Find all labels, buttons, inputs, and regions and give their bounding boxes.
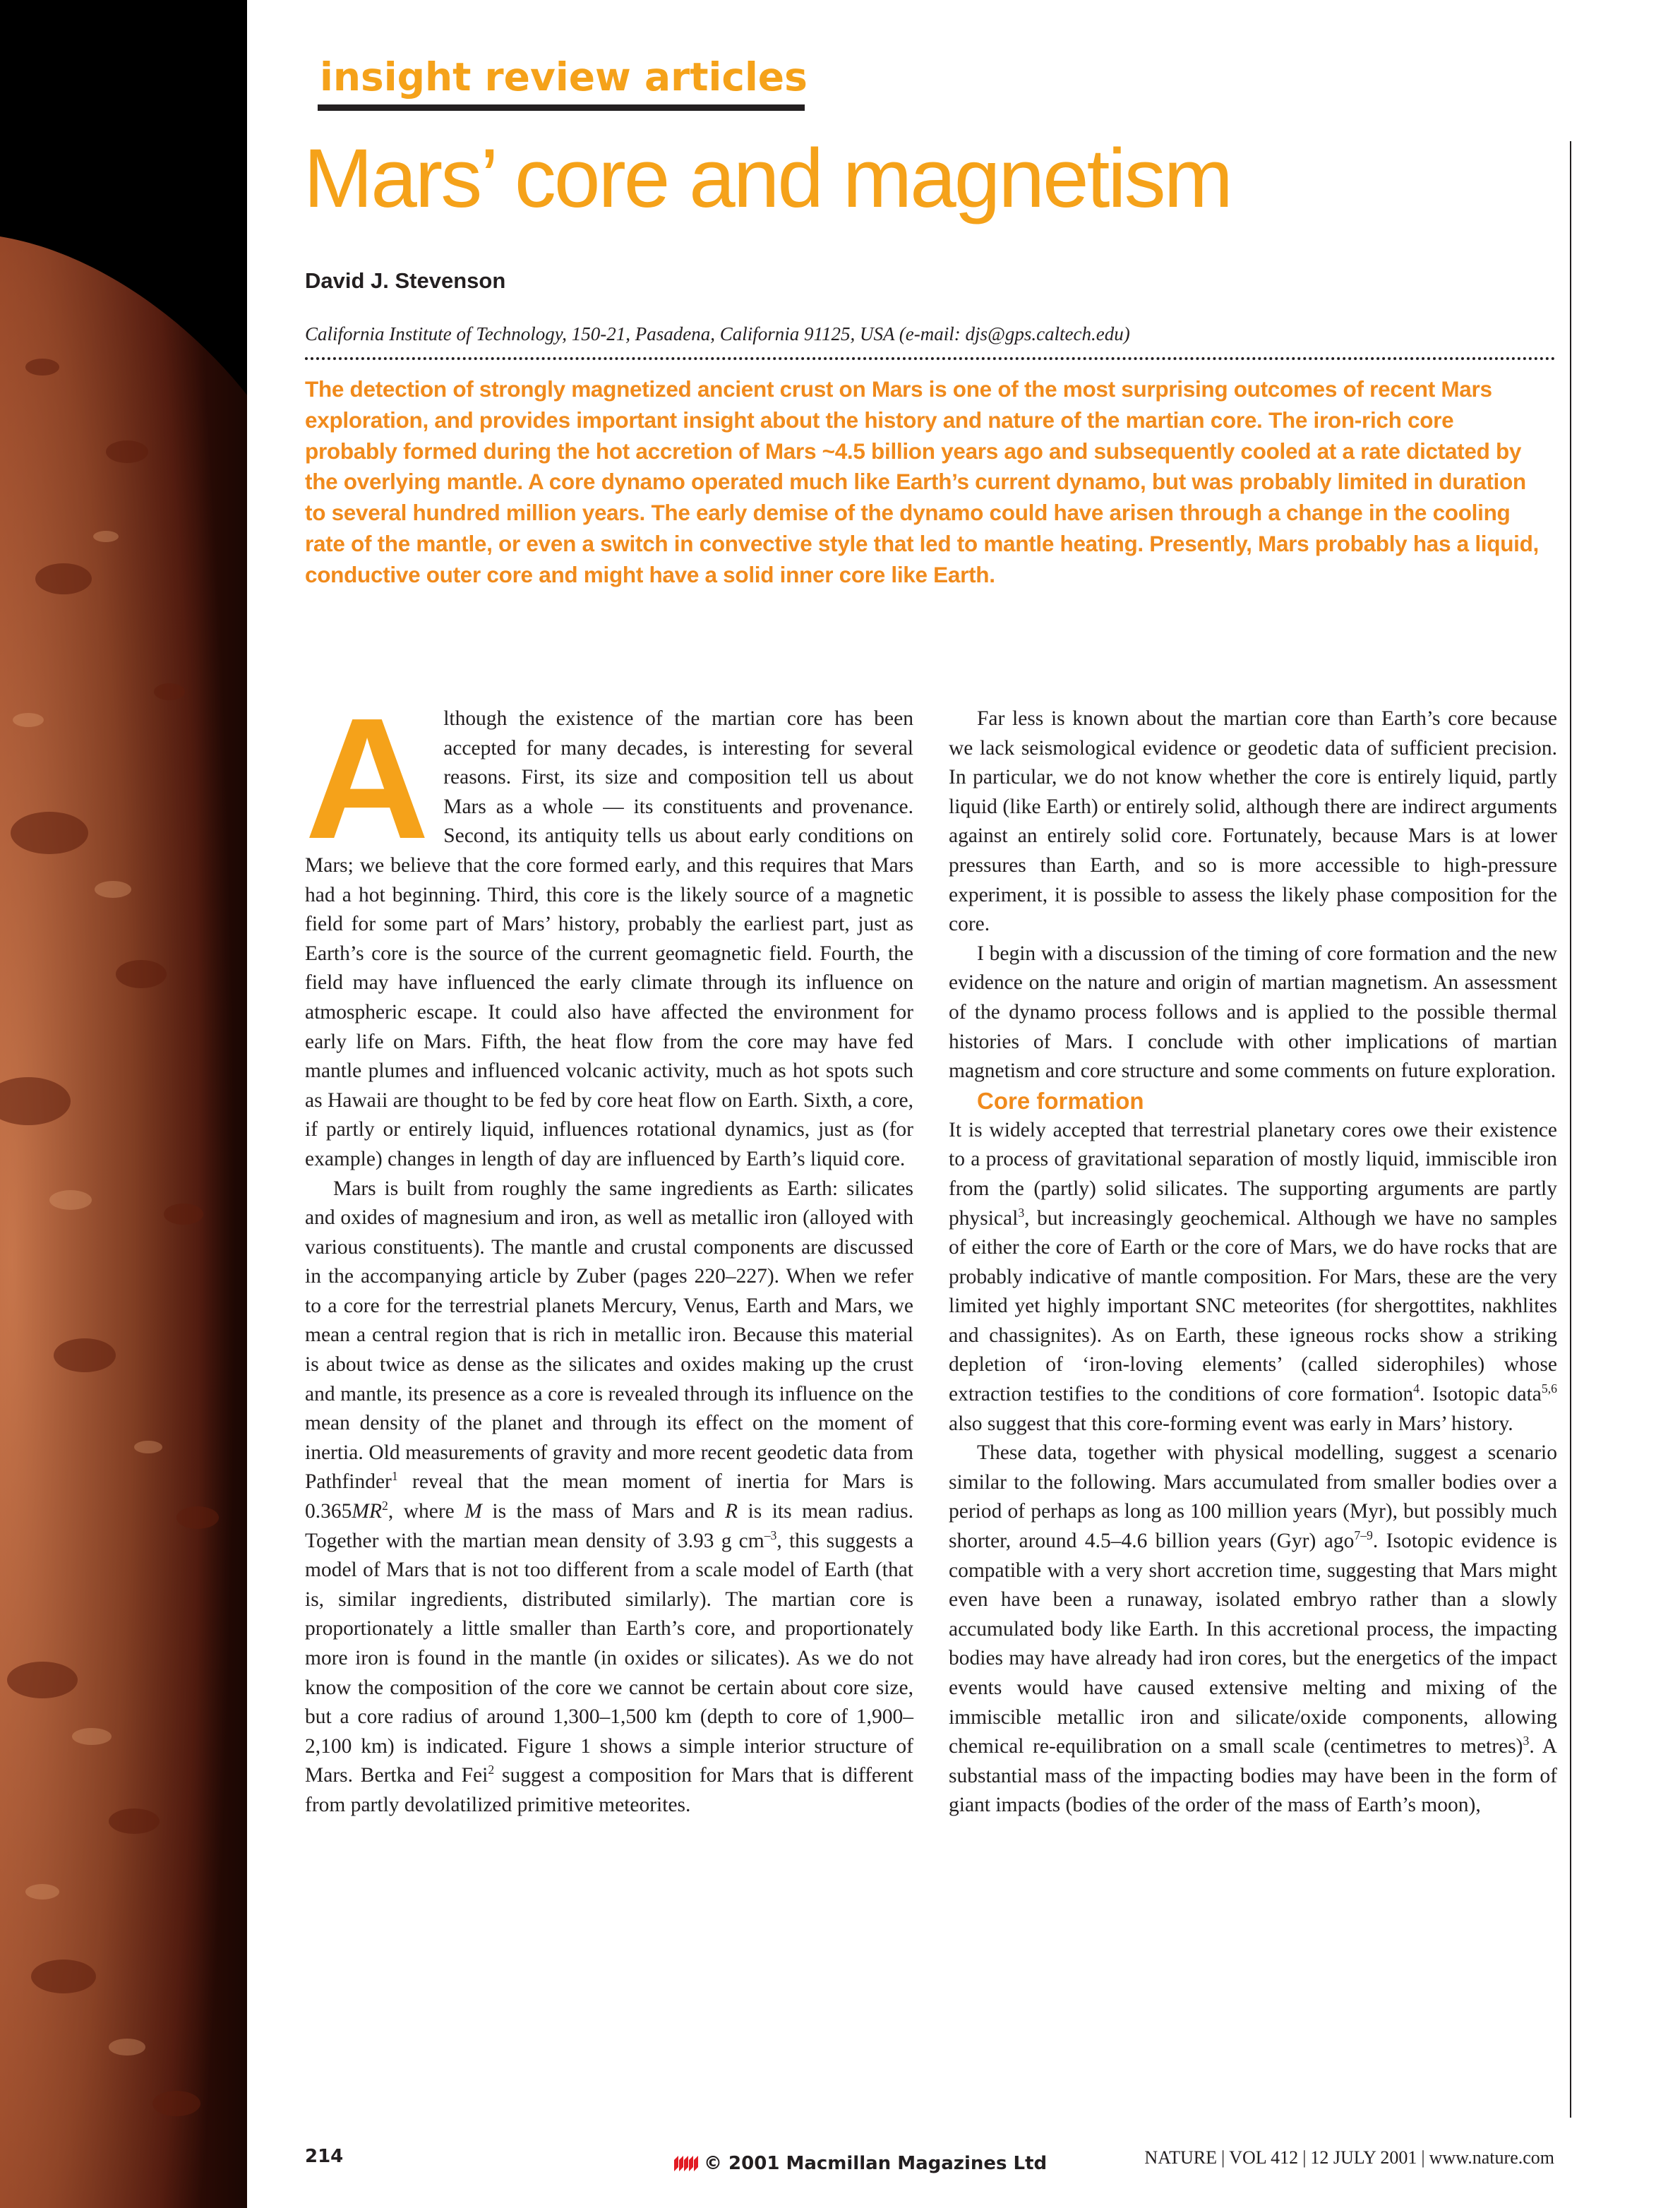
author-affiliation: California Institute of Technology, 150-21, Pasadena, California 91125, USA (e-mail: djs@gps.caltech.edu) — [305, 323, 1130, 344]
text-run: Mars is built from roughly the same ingredients as Earth: silicates and oxides of magnesium and iron, as well as metallic iron (alloyed with various constituents). The mantle and crustal components are discussed in the accompanying article by Zuber (pages 220–227). When we refer to a core for the terrestrial planets Mercury, Venus, Earth and Mars, we mean a central region that is rich in metallic iron. Because this material is about twice as dense as the silicates and oxides making up the crust and mantle, its presence as a core is revealed through its influence on the mean density of the planet and through its effect on the moment of inertia. Old measurements of gravity and more recent geodetic data from Pathfinder — [305, 1177, 913, 1494]
math-variable: MR — [352, 1500, 382, 1523]
article-title: Mars’ core and magnetism — [304, 132, 1231, 225]
reference-superscript: 3 — [1523, 1734, 1530, 1748]
exponent-superscript: 2 — [381, 1499, 388, 1513]
separator: | — [1220, 2147, 1225, 2168]
reference-superscript: 5,6 — [1541, 1381, 1557, 1396]
page-number: 214 — [305, 2146, 344, 2167]
journal-volume: VOL 412 — [1229, 2147, 1299, 2168]
dotted-divider — [305, 357, 1556, 360]
issue-date: 12 JULY 2001 — [1310, 2147, 1417, 2168]
math-variable: R — [725, 1500, 738, 1523]
mars-surface-image — [0, 0, 247, 2208]
reference-superscript: 2 — [488, 1763, 495, 1777]
math-variable: M — [464, 1500, 482, 1523]
reference-superscript: 1 — [391, 1469, 398, 1484]
reference-superscript: 3 — [1018, 1205, 1025, 1220]
copyright-notice — [674, 2153, 1047, 2174]
body-paragraph: Far less is known about the martian core than Earth’s core because we lack seismological evidence or geodetic data of sufficient precision. In particular, we do not know whether the core is entirely liquid, partly liquid (like Earth) or entirely solid, although there are indirect arguments against an entirely solid core. Fortunately, because Mars is at lower pressures than Earth, and so is more accessible to high-pressure experiment, it is possible to assess the likely phase composition for the core. — [949, 707, 1557, 936]
text-run: . Isotopic data — [1419, 1383, 1542, 1406]
article-abstract: The detection of strongly magnetized ancient crust on Mars is one of the most surprising outcomes of recent Mars exploration, and provides important insight about the history and nature of the martian core. The iron-rich core probably formed during the hot accretion of Mars ~4.5 billion years ago and subsequently cooled at a rate dictated by the overlying mantle. A core dynamo operated much like Earth’s current dynamo, but was probably limited in duration to several hundred million years. The early demise of the dynamo could have arisen through a change in the cooling rate of the mantle, or even a switch in convective style that led to mantle heating. Presently, Mars probably has a liquid, conductive outer core and might have a solid inner core like Earth. — [305, 376, 1539, 587]
text-run: . Isotopic evidence is compatible with a very short accretion time, suggesting that Mars might even have been a runaway, isolated embryo rather than a slowly accumulated body like Earth. In this accretional process, the impacting bodies may have already had iron cores, but the energetics of the impact events would have caused extensive melting and mixing of the immiscible metallic iron and silicate/oxide components, allowing chemical re-equilibration on a small scale (centimetres to metres) — [949, 1530, 1557, 1758]
text-run: These data, together with physical modelling, suggest a scenario similar to the following. Mars accumulated from smaller bodies over a period of perhaps as long as 100 million years (Myr), but possibly much shorter, around 4.5–4.6 billion years (Gyr) ago — [949, 1441, 1557, 1553]
body-paragraph: I begin with a discussion of the timing of core formation and the new evidence on the nature and origin of martian magnetism. An assessment of the dynamo process follows and is applied to the possible thermal histories of Mars. I conclude with other implications of martian magnetism and core structure and some comments on future exploration. — [949, 942, 1557, 1083]
drop-cap: A — [305, 682, 430, 875]
author-name: David J. Stevenson — [305, 268, 506, 293]
exponent-superscript: –3 — [764, 1528, 777, 1542]
section-heading: Core formation — [977, 1087, 1144, 1114]
right-column — [949, 704, 1557, 1820]
text-run: It is widely accepted that terrestrial planetary cores owe their existence to a process of gravitational separation of mostly liquid, immiscible iron from the (partly) solid silicates. The supporting arguments are partly physical — [949, 1118, 1557, 1230]
left-column — [305, 682, 914, 1820]
text-run: . A substantial mass of the impacting bodies may have been in the form of giant impacts (bodies of the order of the mass of Earth’s moon), — [949, 1735, 1557, 1817]
section-kicker: insight review articles — [320, 54, 808, 100]
reference-superscript: 4 — [1413, 1381, 1420, 1396]
body-paragraph — [949, 1439, 1557, 1820]
mars-surface-graphic — [0, 0, 247, 2208]
kicker-underline — [318, 104, 805, 111]
body-paragraph — [949, 1116, 1557, 1439]
text-run: , but increasingly geochemical. Although we have no samples of either the core of Earth or the core of Mars, we do have rocks that are probably indicative of mantle composition. For Mars, these are the very limited yet highly important SNC meteorites (for shergottites, nakhlites and chassignites). As on Earth, these igneous rocks show a striking depletion of ‘iron-loving elements’ (called siderophiles) whose extraction testifies to the conditions of core formation — [949, 1206, 1557, 1406]
reference-superscript: 7–9 — [1354, 1528, 1373, 1543]
macmillan-logo-icon — [674, 2156, 698, 2171]
journal-url: www.nature.com — [1429, 2147, 1554, 2168]
text-run: also suggest that this core-forming event was early in Mars’ history. — [949, 1412, 1513, 1435]
journal-name: NATURE — [1144, 2147, 1217, 2168]
text-run: suggest a composition for Mars that is different from partly devolatilized primitive meteorites. — [305, 1764, 914, 1816]
column-rule — [1570, 141, 1571, 2118]
body-paragraph — [305, 1175, 913, 1820]
intro-text: lthough the existence of the martian core has been accepted for many decades, is interesting for several reasons. First, its size and composition tell us about Mars as a whole — its constituents and provenance. Second, its antiquity tells us about early conditions on Mars; we believe that the core formed early, and this requires that Mars had a hot beginning. Third, this core is the likely source of a magnetic field for some part of Mars’ history, probably the earliest part, just as Earth’s core is the source of the current geomagnetic field. Fourth, the field may have influenced the early climate through its influence on atmospheric escape. It could also have affected the environment for early life on Mars. Fifth, the heat flow from the core may have fed mantle plumes and influenced volcanic activity, much as hot spots such as Hawaii are thought to be fed by core heat flow on Earth. Sixth, a core, if partly or entirely liquid, influences rotational dynamics, just as (for example) changes in length of day are influenced by Earth’s liquid core. — [305, 707, 913, 1170]
text-run: is the mass of Mars and — [481, 1500, 725, 1523]
journal-footer — [1144, 2147, 1554, 2168]
text-run: reveal that the mean moment of inertia for Mars is 0.365 — [305, 1470, 913, 1523]
copyright-text: © 2001 Macmillan Magazines Ltd — [704, 2153, 1048, 2174]
text-run: , this suggests a model of Mars that is not too different from a scale model of Earth (that is, similar ingredients, distributed similarly). The martian core is proportionately a little smaller than Earth’s core, and proportionately more iron is found in the mantle (in oxides or silicates). As we do not know the composition of the core we cannot be certain about core size, but a core radius of around 1,300–1,500 km (depth to core of 1,900–2,100 km) is indicated. Figure 1 shows a simple interior structure of Mars. Bertka and Fei — [305, 1529, 913, 1787]
separator: | — [1302, 2147, 1307, 2168]
separator: | — [1421, 2147, 1425, 2168]
intro-paragraph — [305, 682, 913, 1175]
text-run: is its mean radius. Together with the martian mean density of 3.93 g cm — [305, 1500, 913, 1552]
text-run: , where — [388, 1500, 465, 1523]
